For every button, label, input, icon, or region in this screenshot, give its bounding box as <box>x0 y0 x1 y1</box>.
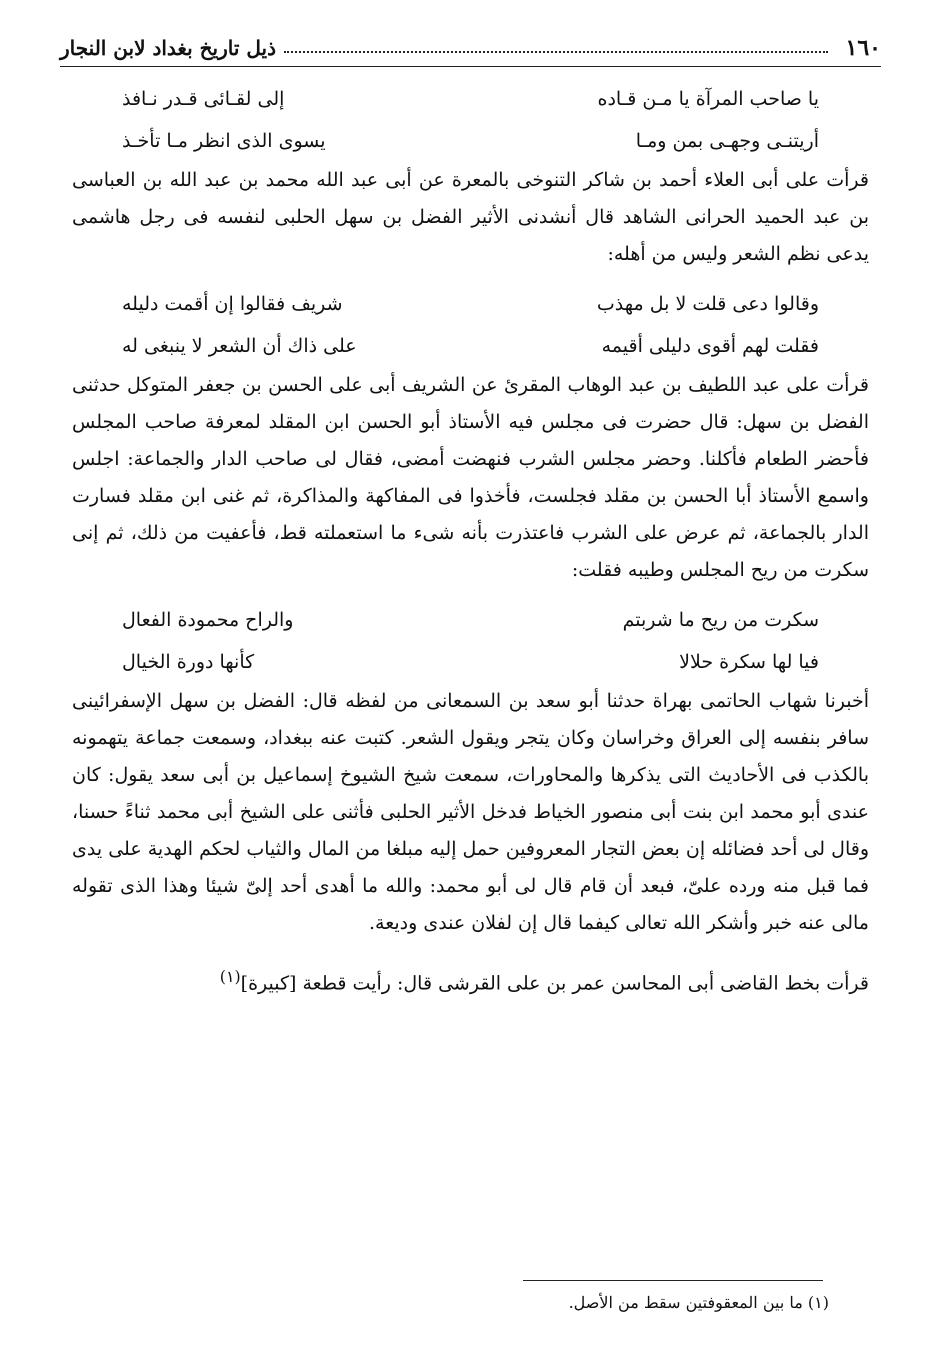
verse-second-hemistich: إلى لقـائى قـدر نـافذ <box>122 88 285 110</box>
verse-line <box>72 325 869 367</box>
verse-second-hemistich: والراح محمودة الفعال <box>122 609 294 631</box>
verse-line <box>72 78 869 120</box>
page-content <box>72 78 869 1002</box>
verse-second-hemistich: كأنها دورة الخيال <box>122 651 255 673</box>
footnote-divider <box>523 1280 823 1281</box>
verse-line <box>72 120 869 162</box>
verse-first-hemistich: سكرت من ريح ما شربتم <box>622 609 819 631</box>
footnote: (١) ما بين المعقوفتين سقط من الأصل. <box>568 1293 829 1312</box>
paragraph: قرأت على عبد اللطيف بن عبد الوهاب المقرئ عن الشريف أبى على الحسن بن جعفر المتوكل حدثنى الفضل بن سهل: قال حضرت فى مجلس فيه الأستاذ أبو الحسن ابن المقلد لمعرفة صاحب المجلس فأحضر الطعام فأكلنا. وحضر مجلس الشرب فنهضت أمضى، فقال لى صاحب الدار والجماعة: اجلس واسمع الأستاذ أبا الحسن بن مقلد فجلست، فأخذوا فى المفاكهة والمذاكرة، ثم غنى ابن مقلد فسارت الدار بالجماعة، ثم عرض على الشرب فاعتذرت بأنه شىء ما استعملته قط، فأعفيت من ذلك، ثم إنى سكرت من ريح المجلس وطيبه فقلت: <box>72 374 869 581</box>
verse-first-hemistich: وقالوا دعى قلت لا بل مهذب <box>596 293 819 315</box>
verse-first-hemistich: يا صاحب المرآة يا مـن قـاده <box>597 88 819 110</box>
page-header <box>60 30 881 67</box>
page-number: ١٦٠ <box>845 35 881 61</box>
verse-line <box>72 641 869 683</box>
verse-first-hemistich: فيا لها سكرة حلالا <box>679 651 819 673</box>
verse-second-hemistich: يسوى الذى انظر مـا تأخـذ <box>122 130 326 152</box>
paragraph <box>72 958 869 1002</box>
verse-line <box>72 283 869 325</box>
verse-line <box>72 599 869 641</box>
footnote-marker: (١) <box>219 967 241 986</box>
verse-second-hemistich: شريف فقالوا إن أقمت دليله <box>122 293 343 315</box>
verse-first-hemistich: فقلت لهم أقوى دليلى أقيمه <box>601 335 819 357</box>
paragraph-text: قرأت بخط القاضى أبى المحاسن عمر بن على القرشى قال: رأيت قطعة [كبيرة] <box>240 972 869 995</box>
book-title: ذيل تاريخ بغداد لابن النجار <box>60 36 276 60</box>
verse-second-hemistich: على ذاك أن الشعر لا ينبغى له <box>122 335 357 357</box>
paragraph: أخبرنا شهاب الحاتمى بهراة حدثنا أبو سعد بن السمعانى من لفظه قال: الفضل بن سهل الإسفرائينى سافر بنفسه إلى العراق وخراسان وكان يتجر ويقول الشعر. كتبت عنه ببغداد، وسمعت جماعة يتهمونه بالكذب فى الأحاديث التى يذكرها والمحاورات، سمعت شيخ الشيوخ إسماعيل بن أبى سعد يقول: كان عندى أبو محمد ابن بنت أبى منصور الخياط فدخل الأثير الحلبى فأثنى على الشيخ أبى محمد ثناءً حسنا، وقال لى أحد فضائله إن بعض التجار المعروفين حمل إليه مبلغا من المال والثياب لحكم الهدية على يدى فما قبل منه ورده علىّ، فبعد أن قام قال لى أبو محمد: والله ما أهدى أحد إلىّ شيئا وهذا الذى تقوله مالى عنه خبر وأشكر الله تعالى كيفما قال إن لفلان عندى وديعة. <box>72 690 869 934</box>
header-leader-dots <box>284 51 828 53</box>
verse-first-hemistich: أريتنـى وجهـى بمن ومـا <box>635 130 819 152</box>
paragraph: قرأت على أبى العلاء أحمد بن شاكر التنوخى بالمعرة عن أبى عبد الله محمد بن عبد الله بن العباسى بن عبد الحميد الحرانى الشاهد قال أنشدنى الأثير الفضل بن سهل الحلبى لنفسه فى رجل هاشمى يدعى نظم الشعر وليس من أهله: <box>72 169 869 265</box>
